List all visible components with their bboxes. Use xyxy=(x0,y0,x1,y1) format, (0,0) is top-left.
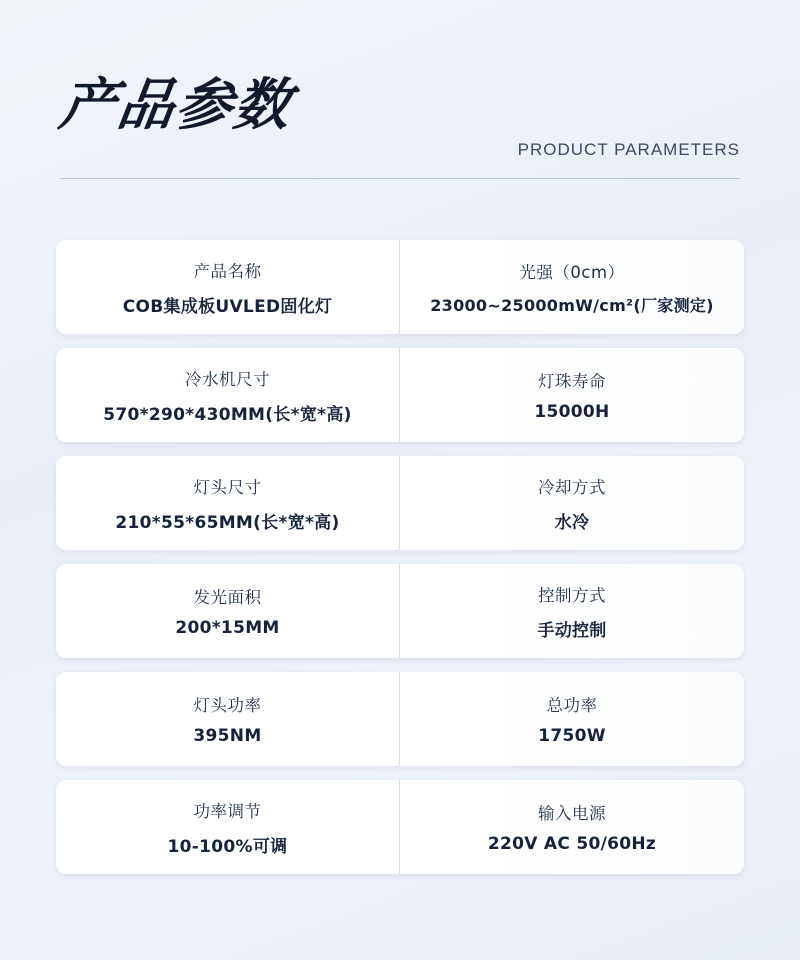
spec-cell xyxy=(400,348,744,442)
spec-cell xyxy=(400,672,744,766)
spec-label: 总功率 xyxy=(546,696,598,715)
table-row xyxy=(56,672,744,766)
spec-value: 395NM xyxy=(193,726,262,746)
spec-value: COB集成板UVLED固化灯 xyxy=(122,296,333,317)
spec-label: 输入电源 xyxy=(538,804,606,823)
table-row xyxy=(56,780,744,874)
spec-cell xyxy=(56,672,400,766)
spec-label: 发光面积 xyxy=(193,588,262,607)
spec-cell xyxy=(56,564,400,658)
spec-value: 23000~25000mW/cm²(厂家测定) xyxy=(430,295,714,315)
spec-cell xyxy=(56,780,400,874)
spec-label: 冷水机尺寸 xyxy=(185,369,270,389)
spec-label: 产品名称 xyxy=(193,261,262,281)
spec-value: 200*15MM xyxy=(175,618,280,638)
spec-value: 1750W xyxy=(538,726,606,746)
spec-cell xyxy=(56,456,400,550)
table-row xyxy=(56,564,744,658)
spec-value: 手动控制 xyxy=(537,620,607,641)
spec-cell xyxy=(400,780,744,874)
spec-label: 功率调节 xyxy=(193,801,262,821)
page-header xyxy=(56,0,744,190)
spec-cell xyxy=(400,456,744,550)
table-row xyxy=(56,240,744,334)
spec-label: 灯头功率 xyxy=(193,696,262,715)
spec-cell xyxy=(56,240,400,334)
spec-value: 10-100%可调 xyxy=(167,836,288,857)
spec-cell xyxy=(56,348,400,442)
header-divider xyxy=(60,178,740,179)
spec-label: 灯珠寿命 xyxy=(538,372,606,391)
page-title: 产品参数 xyxy=(55,73,297,138)
table-row xyxy=(56,348,744,442)
spec-label: 冷却方式 xyxy=(538,477,606,497)
spec-value: 220V AC 50/60Hz xyxy=(487,834,657,854)
spec-cell xyxy=(400,240,744,334)
spec-label: 灯头尺寸 xyxy=(193,477,262,497)
spec-label: 光强（0cm） xyxy=(519,262,625,282)
table-row xyxy=(56,456,744,550)
spec-value: 210*55*65MM(长*宽*高) xyxy=(115,512,340,533)
spec-value: 水冷 xyxy=(554,512,590,533)
spec-label: 控制方式 xyxy=(538,585,606,605)
page-subtitle: PRODUCT PARAMETERS xyxy=(517,140,740,159)
spec-value: 570*290*430MM(长*宽*高) xyxy=(103,404,352,425)
spec-value: 15000H xyxy=(534,402,610,422)
spec-cell xyxy=(400,564,744,658)
spec-table xyxy=(56,240,744,874)
